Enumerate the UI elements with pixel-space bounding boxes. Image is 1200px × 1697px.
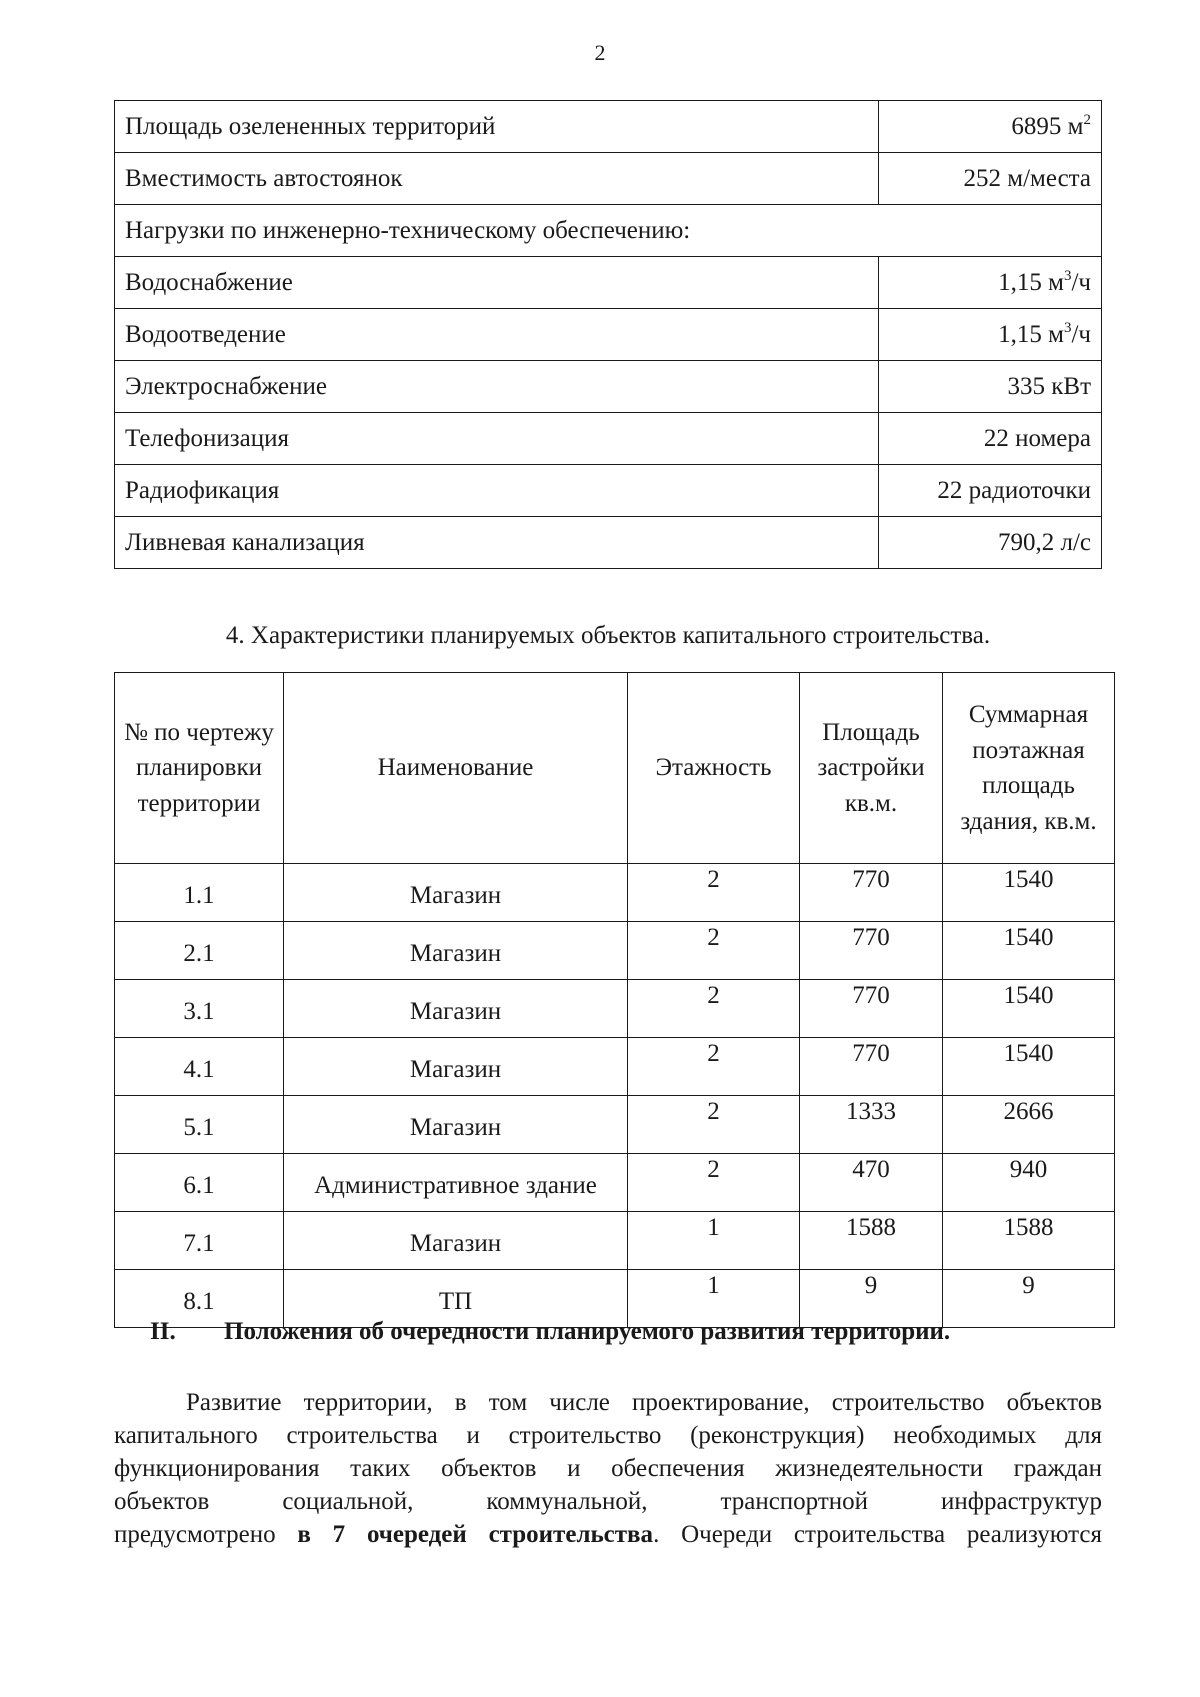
cell-name: Административное здание — [284, 1154, 628, 1212]
table-row — [115, 1154, 1115, 1212]
cell-number: 2.1 — [115, 922, 284, 980]
paragraph-line: капитального строительства и строительство (реконструкция) необходимых для — [114, 1422, 1102, 1449]
unit-superscript: 2 — [1083, 111, 1091, 128]
cell-total-floor-area: 9 — [943, 1270, 1115, 1328]
value-text: 1,15 м — [998, 268, 1064, 296]
cell-building-area: 9 — [800, 1270, 943, 1328]
cell-number: 8.1 — [115, 1270, 284, 1328]
param-value — [879, 361, 1102, 413]
value-text: 6895 м — [1011, 112, 1084, 140]
unit-superscript: 3 — [1063, 267, 1072, 284]
paragraph-line: Развитие территории, в том числе проектирование, строительство объектов — [186, 1389, 1102, 1416]
table-row — [115, 257, 1102, 309]
col-header-name: Наименование — [284, 673, 628, 864]
param-label: Ливневая канализация — [115, 517, 879, 569]
cell-floors: 2 — [628, 864, 800, 922]
cell-name: Магазин — [284, 980, 628, 1038]
paragraph-bold-text: в 7 очередей строительства — [297, 1521, 654, 1548]
table-row — [115, 922, 1115, 980]
value-text: 252 м/места — [963, 164, 1091, 192]
section-4-title: 4. Характеристики планируемых объектов капитального строительства. — [225, 622, 991, 649]
value-text: 22 номера — [983, 424, 1091, 452]
cell-floors: 1 — [628, 1212, 800, 1270]
table-row — [115, 309, 1102, 361]
col-header-total-floor-area: Суммарная поэтажная площадь здания, кв.м. — [943, 673, 1115, 864]
cell-number: 1.1 — [115, 864, 284, 922]
cell-total-floor-area: 1588 — [943, 1212, 1115, 1270]
unit-superscript: 3 — [1063, 319, 1072, 336]
table-row — [115, 361, 1102, 413]
cell-floors: 2 — [628, 1154, 800, 1212]
table-row — [115, 1212, 1115, 1270]
cell-building-area: 770 — [800, 922, 943, 980]
paragraph-line: функционирования таких объектов и обеспечения жизнедеятельности граждан — [114, 1455, 1102, 1482]
cell-floors: 2 — [628, 1096, 800, 1154]
param-value — [879, 413, 1102, 465]
cell-number: 4.1 — [115, 1038, 284, 1096]
body-paragraph — [114, 1386, 1102, 1551]
table-row — [115, 517, 1102, 569]
table-row — [115, 864, 1115, 922]
param-label: Вместимость автостоянок — [115, 153, 879, 205]
cell-number: 5.1 — [115, 1096, 284, 1154]
table-row — [115, 1038, 1115, 1096]
cell-floors: 2 — [628, 922, 800, 980]
param-value — [879, 153, 1102, 205]
cell-floors: 2 — [628, 980, 800, 1038]
table-header-row — [115, 673, 1115, 864]
cell-total-floor-area: 940 — [943, 1154, 1115, 1212]
param-label: Радиофикация — [115, 465, 879, 517]
cell-number: 6.1 — [115, 1154, 284, 1212]
paragraph-text: . Очереди строительства реализуются — [653, 1521, 1102, 1548]
paragraph-line: объектов социальной, коммунальной, транспортной инфраструктур — [114, 1488, 1102, 1515]
cell-name: Магазин — [284, 1096, 628, 1154]
cell-building-area: 770 — [800, 1038, 943, 1096]
cell-name: ТП — [284, 1270, 628, 1328]
cell-building-area: 770 — [800, 980, 943, 1038]
section-2-title: Положения об очередности планируемого развития территории. — [224, 1318, 951, 1345]
cell-number: 3.1 — [115, 980, 284, 1038]
section-2-heading — [150, 1318, 950, 1346]
cell-building-area: 1333 — [800, 1096, 943, 1154]
table-row — [115, 101, 1102, 153]
table-row — [115, 465, 1102, 517]
section-2-number: II. — [150, 1318, 176, 1345]
cell-number: 7.1 — [115, 1212, 284, 1270]
table-row — [115, 1096, 1115, 1154]
paragraph-text: предусмотрено — [114, 1521, 298, 1548]
col-header-number: № по чертежу планировки территории — [115, 673, 284, 864]
cell-name: Магазин — [284, 864, 628, 922]
cell-total-floor-area: 1540 — [943, 980, 1115, 1038]
cell-total-floor-area: 2666 — [943, 1096, 1115, 1154]
cell-name: Магазин — [284, 922, 628, 980]
param-label: Водоснабжение — [115, 257, 879, 309]
unit-suffix: /ч — [1071, 268, 1091, 296]
value-text: 22 радиоточки — [937, 476, 1091, 504]
cell-building-area: 770 — [800, 864, 943, 922]
param-label: Нагрузки по инженерно-техническому обеспечению: — [115, 205, 1102, 257]
table-row — [115, 153, 1102, 205]
page-number: 2 — [594, 40, 606, 65]
param-value — [879, 101, 1102, 153]
cell-floors: 2 — [628, 1038, 800, 1096]
col-header-floors: Этажность — [628, 673, 800, 864]
param-value — [879, 517, 1102, 569]
cell-floors: 1 — [628, 1270, 800, 1328]
value-text: 335 кВт — [1007, 372, 1091, 400]
table-row — [115, 413, 1102, 465]
paragraph-line — [114, 1518, 1102, 1551]
unit-suffix: /ч — [1071, 320, 1091, 348]
cell-name: Магазин — [284, 1212, 628, 1270]
cell-total-floor-area: 1540 — [943, 922, 1115, 980]
cell-building-area: 1588 — [800, 1212, 943, 1270]
param-label: Площадь озелененных территорий — [115, 101, 879, 153]
param-value — [879, 465, 1102, 517]
value-text: 1,15 м — [998, 320, 1064, 348]
param-label: Электроснабжение — [115, 361, 879, 413]
table-row — [115, 205, 1102, 257]
table-row — [115, 980, 1115, 1038]
cell-total-floor-area: 1540 — [943, 1038, 1115, 1096]
col-header-building-area: Площадь застройки кв.м. — [800, 673, 943, 864]
param-label: Телефонизация — [115, 413, 879, 465]
load-parameters-table — [114, 100, 1102, 569]
param-label: Водоотведение — [115, 309, 879, 361]
value-text: 790,2 л/с — [997, 528, 1091, 556]
param-value — [879, 309, 1102, 361]
cell-name: Магазин — [284, 1038, 628, 1096]
param-value — [879, 257, 1102, 309]
cell-total-floor-area: 1540 — [943, 864, 1115, 922]
cell-building-area: 470 — [800, 1154, 943, 1212]
buildings-table — [114, 672, 1115, 1328]
